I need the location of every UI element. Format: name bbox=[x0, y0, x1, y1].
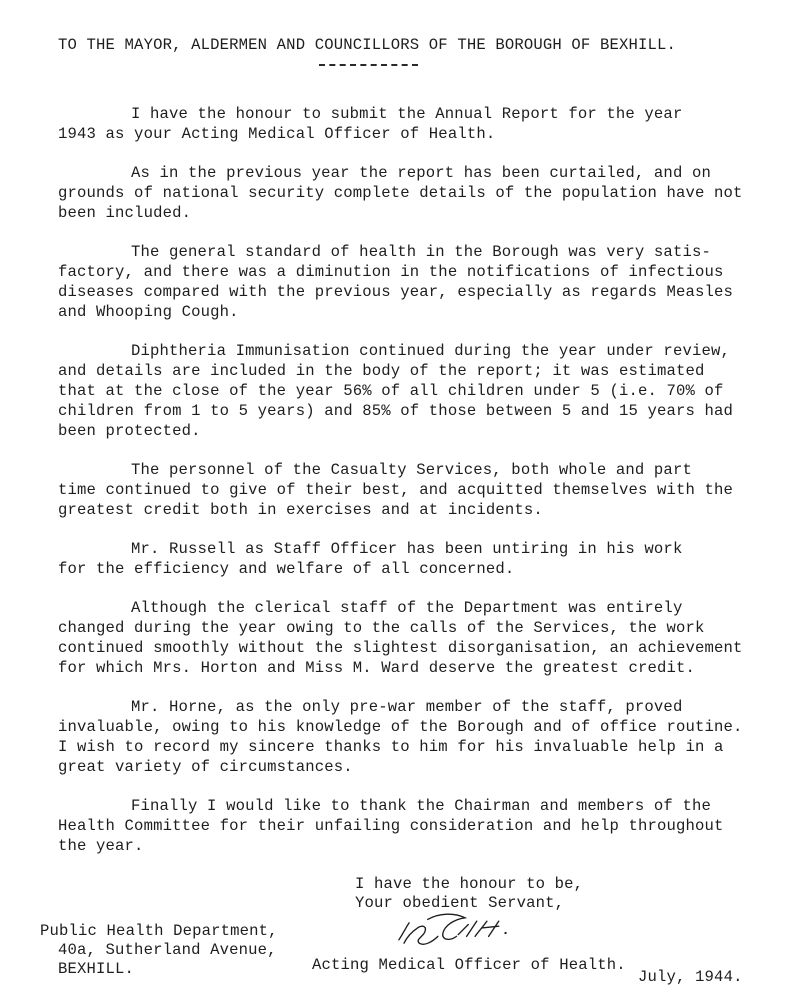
closing-line-2: Your obedient Servant, bbox=[355, 894, 565, 912]
paragraph-5-line-2: time continued to give of their best, and acquitted themselves with the bbox=[58, 481, 734, 499]
paragraph-8-line-4: great variety of circumstances. bbox=[58, 758, 353, 776]
paragraph-3-line-2: factory, and there was a diminution in the notifications of infectious bbox=[58, 263, 724, 281]
paragraph-7-line-4: for which Mrs. Horton and Miss M. Ward deserve the greatest credit. bbox=[58, 659, 696, 677]
paragraph-8-line-2: invaluable, owing to his knowledge of the Borough and of office routine. bbox=[58, 718, 743, 736]
address-line-1: Public Health Department, bbox=[40, 922, 278, 940]
paragraph-6-line-2: for the efficiency and welfare of all concerned. bbox=[58, 560, 515, 578]
paragraph-7-line-3: continued smoothly without the slightest disorganisation, an achievement bbox=[58, 639, 743, 657]
paragraph-3-line-1: The general standard of health in the Borough was very satis- bbox=[131, 243, 711, 261]
paragraph-5-line-3: greatest credit both in exercises and at incidents. bbox=[58, 501, 543, 519]
paragraph-4-line-3: that at the close of the year 56% of all children under 5 (i.e. 70% of bbox=[58, 382, 724, 400]
paragraph-9-line-2: Health Committee for their unfailing consideration and help throughout bbox=[58, 817, 724, 835]
paragraph-9-line-3: the year. bbox=[58, 837, 144, 855]
closing-line-1: I have the honour to be, bbox=[355, 875, 584, 893]
paragraph-9-line-1: Finally I would like to thank the Chairman and members of the bbox=[131, 797, 711, 815]
paragraph-7-line-1: Although the clerical staff of the Department was entirely bbox=[131, 599, 683, 617]
closing-title: Acting Medical Officer of Health. bbox=[312, 956, 626, 974]
paragraph-4-line-2: and details are included in the body of the report; it was estimated bbox=[58, 362, 705, 380]
address-line-3: BEXHILL. bbox=[58, 960, 135, 978]
date: July, 1944. bbox=[638, 968, 743, 986]
paragraph-3-line-3: diseases compared with the previous year, especially as regards Measles bbox=[58, 283, 734, 301]
paragraph-5-line-1: The personnel of the Casualty Services, both whole and part bbox=[131, 461, 692, 479]
paragraph-8-line-1: Mr. Horne, as the only pre-war member of the staff, proved bbox=[131, 698, 683, 716]
paragraph-3-line-4: and Whooping Cough. bbox=[58, 303, 239, 321]
address-line-2: 40a, Sutherland Avenue, bbox=[58, 941, 277, 959]
paragraph-7-line-2: changed during the year owing to the calls of the Services, the work bbox=[58, 619, 705, 637]
paragraph-2-line-3: been included. bbox=[58, 204, 192, 222]
paragraph-6-line-1: Mr. Russell as Staff Officer has been untiring in his work bbox=[131, 540, 683, 558]
heading: TO THE MAYOR, ALDERMEN AND COUNCILLORS OF THE BOROUGH OF BEXHILL. bbox=[58, 36, 677, 54]
paragraph-4-line-1: Diphtheria Immunisation continued during the year under review, bbox=[131, 342, 730, 360]
paragraph-2-line-2: grounds of national security complete details of the population have not bbox=[58, 184, 743, 202]
signature bbox=[380, 911, 560, 955]
paragraph-1-line-2: 1943 as your Acting Medical Officer of Health. bbox=[58, 125, 496, 143]
paragraph-4-line-5: been protected. bbox=[58, 422, 201, 440]
heading-rule bbox=[319, 64, 418, 66]
paragraph-4-line-4: children from 1 to 5 years) and 85% of those between 5 and 15 years had bbox=[58, 402, 734, 420]
paragraph-8-line-3: I wish to record my sincere thanks to him for his invaluable help in a bbox=[58, 738, 724, 756]
paragraph-2-line-1: As in the previous year the report has been curtailed, and on bbox=[131, 164, 711, 182]
paragraph-1-line-1: I have the honour to submit the Annual Report for the year bbox=[131, 105, 683, 123]
